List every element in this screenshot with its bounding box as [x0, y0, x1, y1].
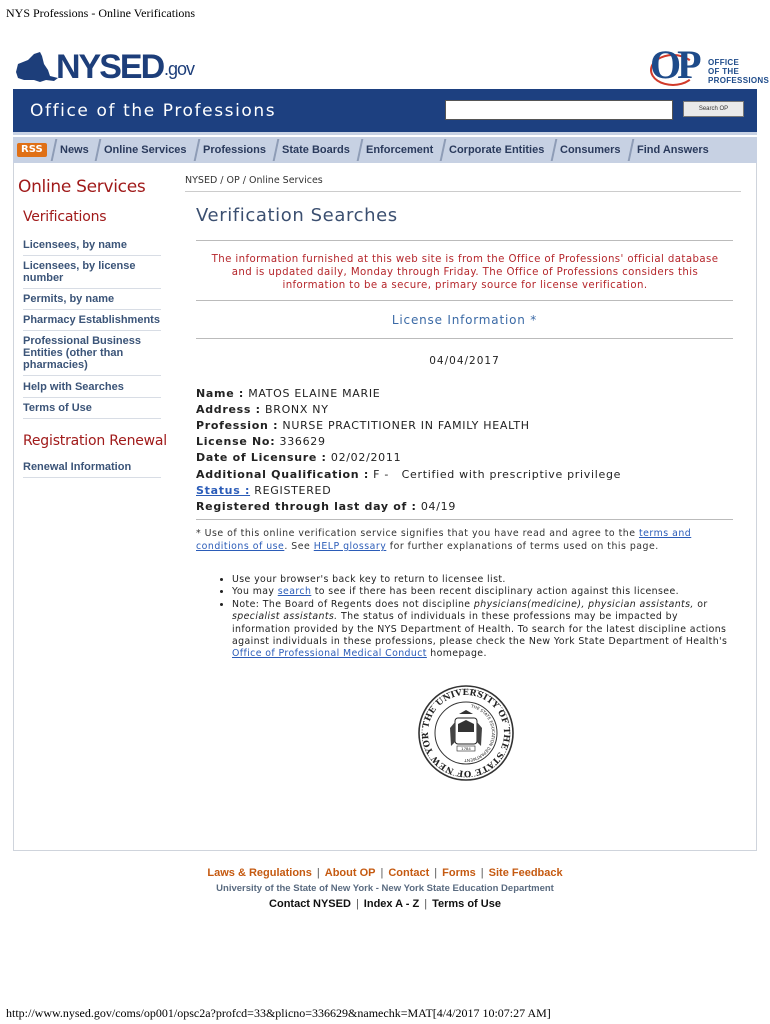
rss-icon[interactable]: RSS: [17, 143, 47, 157]
notice-divider: [196, 300, 733, 301]
breadcrumb-current: Online Services: [249, 175, 323, 186]
database-notice: The information furnished at this web site is from the Office of Professions' official database and is updated daily, Monday through Friday. The Office of Professions considers this information to be a secure, primary source for license verification.: [211, 254, 719, 291]
nav-item-label: Corporate Entities: [449, 144, 545, 156]
op-logo-word: PROFESSIONS: [708, 76, 770, 85]
terms-note: [196, 527, 726, 553]
nav-item-label: Enforcement: [365, 144, 434, 156]
nav-item-label: Consumers: [560, 144, 621, 156]
footer-link-terms-of-use[interactable]: Terms of Use: [432, 898, 501, 910]
fields-divider: [196, 519, 733, 520]
footer-contact-links: [0, 898, 770, 910]
search-op-button[interactable]: Search OP: [683, 101, 744, 117]
breadcrumb-separator: /: [242, 175, 246, 186]
field-label: Address :: [196, 403, 261, 416]
breadcrumb-nysed[interactable]: NYSED: [185, 175, 218, 186]
nav-item-label: Online Services: [104, 144, 187, 156]
sidebar-link-licensees-by-number[interactable]: Licensees, by license number: [23, 260, 161, 289]
nav-item-label: Professions: [202, 144, 266, 156]
footer-separator: |: [316, 867, 320, 879]
field-license-number: [196, 435, 326, 448]
op-logo[interactable]: [650, 42, 770, 88]
footer-link-site-feedback[interactable]: Site Feedback: [488, 867, 563, 879]
nav-item-corporate-entities[interactable]: [440, 139, 555, 161]
footer-university: University of the State of New York - New York State Education Department: [216, 883, 554, 894]
op-logo-mark: OP: [650, 42, 698, 87]
nysed-logo[interactable]: [14, 46, 195, 88]
op-logo-words: [708, 58, 769, 85]
list-item-text: homepage.: [430, 648, 487, 660]
field-label: Registered through last day of :: [196, 500, 417, 513]
list-item-text: or: [697, 598, 708, 610]
field-value: 336629: [279, 435, 326, 448]
nav-item-news[interactable]: [50, 139, 98, 161]
list-item: • Use your browser's back key to return to licensee list.: [232, 574, 730, 586]
list-item-text: to see if there has been recent disciplinary action against this licensee.: [314, 586, 680, 598]
field-label: Date of Licensure :: [196, 451, 327, 464]
field-value: 02/02/2011: [330, 451, 402, 464]
nav-item-consumers[interactable]: [551, 139, 631, 161]
nav-item-state-boards[interactable]: [273, 139, 361, 161]
sidebar-link-terms-of-use[interactable]: Terms of Use: [23, 402, 161, 419]
sidebar-heading: Online Services: [18, 177, 146, 197]
field-status: [196, 484, 331, 497]
terms-note-prefix: * Use of this online verification service signifies that you have read and agree to the: [196, 528, 636, 539]
sidebar: [14, 163, 172, 850]
field-address: [196, 403, 329, 416]
sidebar-link-pharmacy-establishments[interactable]: Pharmacy Establishments: [23, 314, 161, 331]
license-heading-divider: [196, 338, 733, 339]
breadcrumb: [185, 175, 323, 186]
list-item-emphasis: specialist assistants.: [232, 611, 338, 623]
nysed-logo-suffix: .gov: [164, 59, 195, 79]
footer-separator: |: [424, 898, 428, 910]
search-input[interactable]: [445, 100, 673, 120]
footer-separator: |: [355, 898, 359, 910]
nav-item-label: State Boards: [281, 144, 350, 156]
site-banner: [13, 89, 757, 135]
list-item-text: Note: The Board of Regents does not discipline: [232, 598, 471, 610]
nav-item-enforcement[interactable]: [356, 139, 443, 161]
print-header-title: NYS Professions - Online Verifications: [6, 6, 196, 20]
footer-link-contact-nysed[interactable]: Contact NYSED: [269, 898, 351, 910]
footer-link-index-a-z[interactable]: Index A - Z: [363, 898, 420, 910]
field-additional-qualification: [196, 468, 621, 481]
list-item-text: You may: [232, 586, 275, 598]
field-profession: [196, 419, 530, 432]
status-help-link[interactable]: Status :: [196, 484, 251, 497]
new-york-state-icon: [14, 50, 60, 86]
footer-separator: |: [480, 867, 484, 879]
nav-item-professions[interactable]: [194, 139, 277, 161]
nav-item-find-answers[interactable]: [628, 139, 719, 161]
field-value: F - Certified with prescriptive privilege: [373, 468, 622, 481]
nav-item-online-services[interactable]: [95, 139, 197, 161]
license-date: 04/04/2017: [429, 355, 500, 367]
sidebar-link-renewal-information[interactable]: Renewal Information: [23, 461, 161, 478]
sidebar-link-permits-by-name[interactable]: Permits, by name: [23, 293, 161, 310]
university-seal-icon: [417, 684, 515, 782]
field-label: License No:: [196, 435, 276, 448]
field-label: Name :: [196, 387, 244, 400]
nav-item-label: Find Answers: [636, 144, 709, 156]
list-item: [232, 586, 730, 598]
terms-note-mid: . See: [284, 541, 311, 552]
breadcrumb-divider: [185, 191, 741, 192]
op-logo-word: OFFICE: [708, 58, 740, 67]
sidebar-verifications-heading: Verifications: [23, 209, 107, 225]
field-label: Profession :: [196, 419, 279, 432]
field-value: MATOS ELAINE MARIE: [248, 387, 381, 400]
page-title: Verification Searches: [196, 205, 398, 226]
field-label: Additional Qualification :: [196, 468, 369, 481]
nysed-logo-text: NYSED: [56, 48, 164, 86]
seal-outer-text: THE UNIVERSITY OF THE STATE OF NEW YOR: [419, 686, 513, 780]
terms-and-conditions-link[interactable]: terms and conditions of use: [196, 528, 692, 552]
help-glossary-link[interactable]: HELP glossary: [313, 541, 387, 552]
footer-link-laws-regulations[interactable]: Laws & Regulations: [207, 867, 312, 879]
footer-separator: |: [434, 867, 438, 879]
sidebar-link-professional-business-entities[interactable]: Professional Business Entities (other than pharmacies): [23, 335, 161, 376]
list-item-emphasis: physicians(medicine), physician assistants,: [473, 598, 694, 610]
footer-link-forms[interactable]: Forms: [442, 867, 476, 879]
sidebar-registration-heading: Registration Renewal: [23, 433, 167, 449]
search-link[interactable]: search: [277, 586, 312, 598]
print-footer-url: http://www.nysed.gov/coms/op001/opsc2a?profcd=33&plicno=336629&namechk=MAT[4/4/2017 10:07:27 AM]: [6, 1006, 551, 1020]
field-date-of-licensure: [196, 451, 401, 464]
field-value: 04/19: [420, 500, 457, 513]
instructions-list: [218, 574, 730, 661]
license-info-heading: License Information *: [391, 313, 538, 327]
sidebar-link-help-with-searches[interactable]: Help with Searches: [23, 381, 161, 398]
sidebar-link-licensees-by-name[interactable]: Licensees, by name: [23, 239, 161, 256]
field-registered-through: [196, 500, 456, 513]
footer-links: [0, 867, 770, 879]
breadcrumb-op[interactable]: OP: [226, 175, 240, 186]
breadcrumb-separator: /: [220, 175, 224, 186]
main-nav: [13, 137, 757, 163]
field-value: NURSE PRACTITIONER IN FAMILY HEALTH: [282, 419, 530, 432]
footer-link-contact[interactable]: Contact: [388, 867, 430, 879]
seal-year: 1784: [461, 746, 471, 751]
nav-item-label: News: [59, 144, 89, 156]
op-logo-word: OF THE: [708, 67, 740, 76]
title-divider: [196, 240, 733, 241]
field-value: REGISTERED: [254, 484, 332, 497]
banner-title: Office of the Professions: [30, 101, 277, 121]
field-name: [196, 387, 380, 400]
footer-separator: |: [380, 867, 384, 879]
field-value: BRONX NY: [264, 403, 329, 416]
list-item: [232, 599, 730, 661]
office-of-professional-medical-conduct-link[interactable]: Office of Professional Medical Conduct: [232, 648, 427, 660]
terms-note-suffix: for further explanations of terms used on this page.: [389, 541, 659, 552]
footer-link-about-op[interactable]: About OP: [324, 867, 376, 879]
seal-inner-text: THE STATE EDUCATION DEPARTMENT: [464, 703, 497, 764]
list-item-text: The status of individuals in these professions may be impacted by information provided by the NYS Department of Health. To search for the latest discipline actions against individuals in these professions, please check the New York State Department of Health's: [232, 611, 728, 648]
